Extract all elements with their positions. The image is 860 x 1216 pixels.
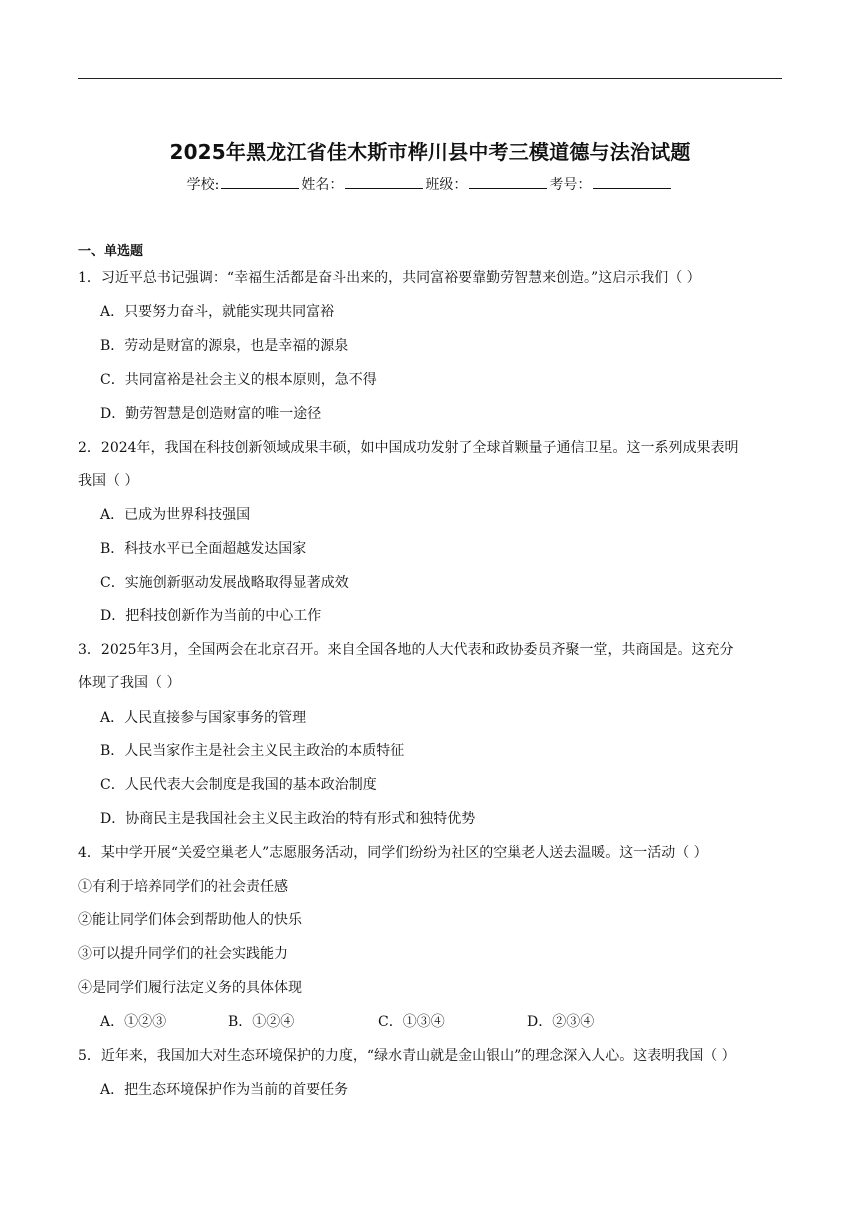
class-label: 班级：: [425, 177, 468, 193]
q4-statement-3: ③可以提升同学们的社会实践能力: [78, 946, 288, 962]
page-title: 2025年黑龙江省佳木斯市桦川县中考三模道德与法治试题: [169, 140, 691, 164]
q4-option-d: D．②③④: [527, 1014, 595, 1030]
q3-option-c: C．人民代表大会制度是我国的基本政治制度: [100, 777, 377, 793]
q3-option-b: B．人民当家作主是社会主义民主政治的本质特征: [100, 743, 405, 759]
number-blank: [593, 176, 671, 189]
school-blank: [221, 176, 299, 189]
name-label: 姓名：: [301, 177, 344, 193]
q1-option-b: B．劳动是财富的源泉，也是幸福的源泉: [100, 338, 349, 354]
q1-option-d: D．勤劳智慧是创造财富的唯一途径: [100, 406, 322, 422]
q1-stem: 1．习近平总书记强调：“幸福生活都是奋斗出来的，共同富裕要靠勤劳智慧来创造。”这启示我们（ ）: [78, 270, 701, 286]
q5-stem: 5．近年来，我国加大对生态环境保护的力度，“绿水青山就是金山银山”的理念深入人心。这表明我国（ ）: [78, 1048, 736, 1064]
name-blank: [345, 176, 423, 189]
number-label: 考号：: [549, 177, 592, 193]
q2-stem-line1: 2．2024年，我国在科技创新领域成果丰硕，如中国成功发射了全球首颗量子通信卫星。这一系列成果表明: [78, 440, 739, 456]
q4-statement-1: ①有利于培养同学们的社会责任感: [78, 879, 288, 895]
q2-stem-line2: 我国（ ）: [78, 473, 139, 489]
q1-option-a: A．只要努力奋斗，就能实现共同富裕: [100, 304, 335, 320]
q1-option-c: C．共同富裕是社会主义的根本原则，急不得: [100, 372, 377, 388]
top-rule: [78, 78, 782, 79]
class-blank: [469, 176, 547, 189]
q4-statement-2: ②能让同学们体会到帮助他人的快乐: [78, 912, 302, 928]
q4-stem: 4．某中学开展“关爱空巢老人”志愿服务活动，同学们纷纷为社区的空巢老人送去温暖。这一活动（ ）: [78, 845, 708, 861]
student-info-line: [0, 174, 860, 194]
q2-option-a: A．已成为世界科技强国: [100, 507, 251, 523]
q5-option-a: A．把生态环境保护作为当前的首要任务: [100, 1082, 349, 1098]
q2-option-b: B．科技水平已全面超越发达国家: [100, 541, 307, 557]
school-label: 学校:: [186, 177, 220, 193]
section-heading: 一、单选题: [78, 244, 144, 259]
q3-option-a: A．人民直接参与国家事务的管理: [100, 710, 307, 726]
q4-statement-4: ④是同学们履行法定义务的具体体现: [78, 980, 302, 996]
q3-stem-line2: 体现了我国（ ）: [78, 675, 181, 691]
q3-stem-line1: 3．2025年3月，全国两会在北京召开。来自全国各地的人大代表和政协委员齐聚一堂，共商国是。这充分: [78, 642, 734, 658]
q3-option-d: D．协商民主是我国社会主义民主政治的特有形式和独特优势: [100, 811, 476, 827]
q4-option-a: A．①②③: [100, 1014, 167, 1030]
q2-option-c: C．实施创新驱动发展战略取得显著成效: [100, 575, 349, 591]
q4-option-b: B．①②④: [228, 1014, 295, 1030]
q4-option-c: C．①③④: [378, 1014, 445, 1030]
q2-option-d: D．把科技创新作为当前的中心工作: [100, 608, 322, 624]
